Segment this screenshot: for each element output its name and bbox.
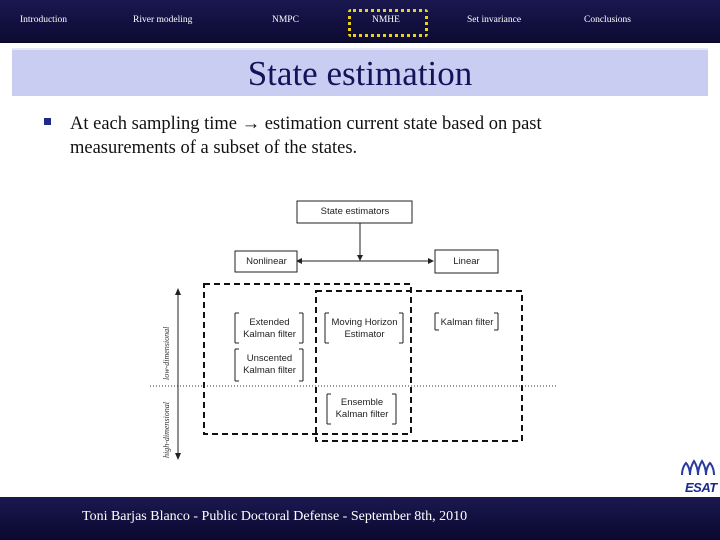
bullet-line-1: At each sampling time → estimation current state based on past (70, 114, 542, 134)
footer-text: Toni Barjas Blanco - Public Doctoral Defense - September 8th, 2010 (82, 509, 468, 524)
nav-item-set-invariance[interactable]: Set invariance (467, 15, 522, 25)
nav-item-nmpc[interactable]: NMPC (272, 15, 299, 25)
title-banner (12, 48, 708, 96)
bullet-text (70, 112, 630, 160)
axis-arrow-down (175, 453, 181, 460)
nav-item-introduction[interactable]: Introduction (20, 15, 67, 25)
logo-text: ESAT (685, 480, 717, 495)
ekf-label: Extended Kalman filter (243, 317, 296, 340)
footer-bar (0, 497, 720, 540)
enkf-label: Ensemble Kalman filter (335, 397, 389, 420)
kf-label: Kalman filter (440, 317, 494, 328)
bullet-line-2: measurements of a subset of the states. (70, 138, 358, 158)
nav-item-conclusions[interactable]: Conclusions (584, 15, 631, 25)
nav-item-nmhe[interactable]: NMHE (372, 15, 400, 25)
ukf-label: Unscented Kalman filter (243, 353, 296, 376)
root-label: State estimators (320, 206, 390, 217)
slide-title: State estimation (247, 54, 473, 93)
axis-label-low: low-dimensional (162, 326, 171, 380)
bullet-icon (44, 118, 51, 125)
nonlinear-label: Nonlinear (246, 256, 287, 267)
axis-label-high: high-dimensional (162, 402, 171, 458)
state-estimators-diagram (140, 190, 580, 470)
mhe-label: Moving Horizon Estimator (331, 317, 398, 340)
linear-label: Linear (453, 256, 480, 267)
nav-item-river-modeling[interactable]: River modeling (133, 15, 193, 25)
axis-arrow-up (175, 288, 181, 295)
top-navigation-bar (0, 0, 720, 43)
